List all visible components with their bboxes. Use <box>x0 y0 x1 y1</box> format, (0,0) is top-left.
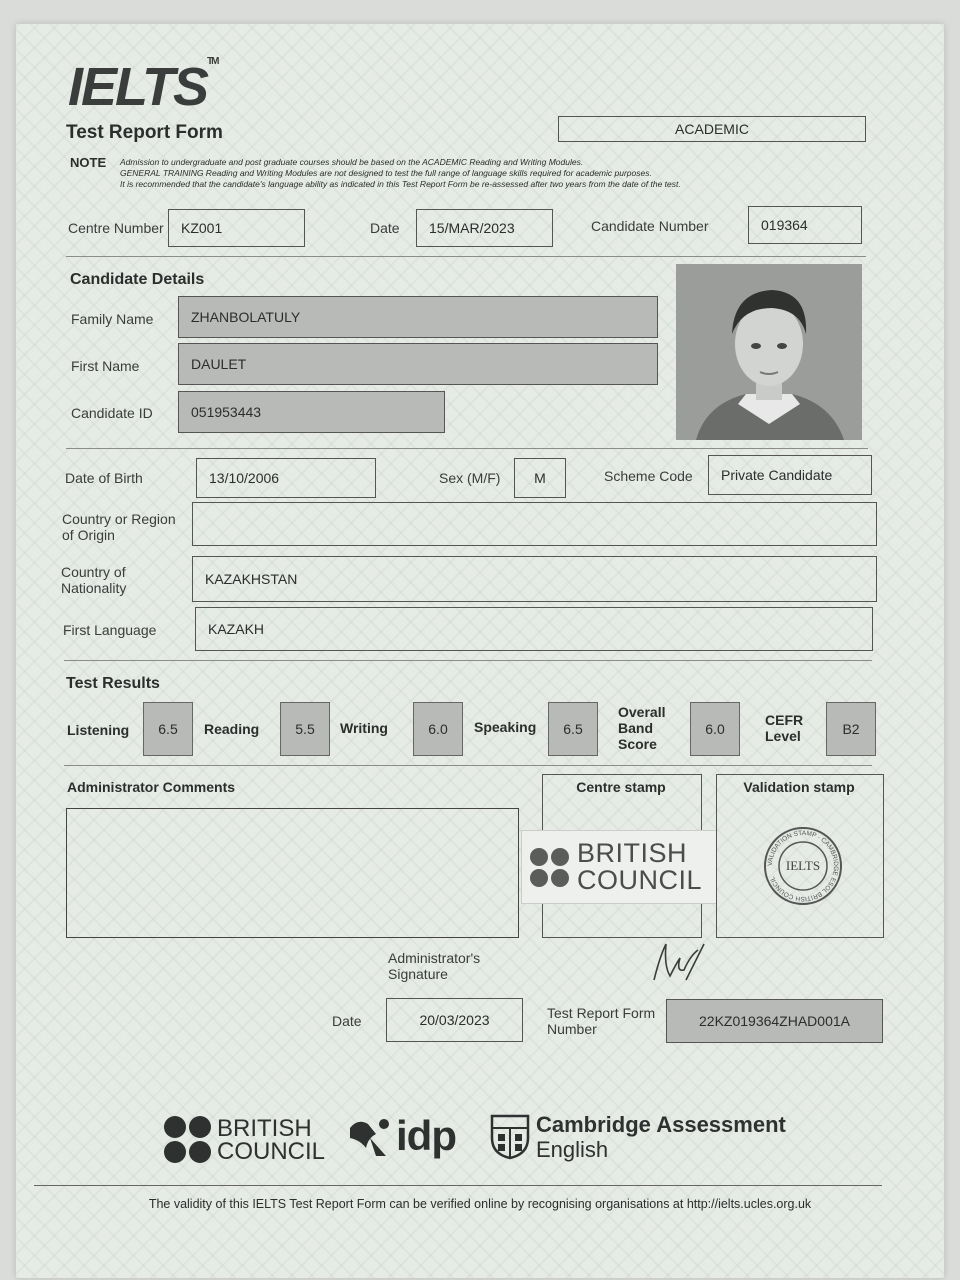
origin-label-line: of Origin <box>62 527 115 543</box>
svg-text:VALIDATION STAMP · CAMBRIDGE E: VALIDATION STAMP · CAMBRIDGE ESOL BRITISH COUNCIL <box>766 829 840 903</box>
cambridge-shield-icon <box>490 1114 530 1160</box>
origin-label <box>62 511 176 543</box>
idp-logo <box>346 1112 456 1160</box>
cambridge-line: Cambridge Assessment <box>536 1112 786 1137</box>
nationality-label-line: Country of <box>61 564 126 580</box>
cefr-label <box>765 712 803 744</box>
centre-number-label: Centre Number <box>68 220 164 236</box>
candidate-details-heading: Candidate Details <box>70 271 205 288</box>
overall-label-line: Overall <box>618 704 666 720</box>
note-label: NOTE <box>70 155 107 170</box>
divider <box>66 256 866 257</box>
test-report-form <box>16 24 944 1278</box>
sex-label: Sex (M/F) <box>439 470 501 486</box>
divider <box>64 765 872 766</box>
writing-score: 6.0 <box>413 702 463 756</box>
admin-date-field: 20/03/2023 <box>386 998 523 1042</box>
admin-comments-label: Administrator Comments <box>67 779 236 795</box>
speaking-label: Speaking <box>474 719 537 735</box>
divider <box>34 1185 882 1186</box>
overall-band-label <box>618 704 665 752</box>
module-box: ACADEMIC <box>558 116 866 142</box>
stamp-bc-line: BRITISH <box>577 838 688 868</box>
origin-label-line: Country or Region <box>62 511 176 527</box>
test-date-field: 15/MAR/2023 <box>416 209 553 247</box>
cefr-level: B2 <box>826 702 876 756</box>
dob-field: 13/10/2006 <box>196 458 376 498</box>
validation-stamp-label: Validation stamp <box>743 779 855 795</box>
signature-mark <box>646 936 716 986</box>
divider <box>66 448 868 449</box>
note-line: GENERAL TRAINING Reading and Writing Modules are not designed to test the full range of language skills required for academic purposes. <box>120 168 652 178</box>
divider <box>64 660 872 661</box>
bc-logo-line: COUNCIL <box>217 1137 326 1165</box>
overall-band-score: 6.0 <box>690 702 740 756</box>
trf-number-field: 22KZ019364ZHAD001A <box>666 999 883 1043</box>
scheme-code-label: Scheme Code <box>604 468 693 484</box>
british-council-dots-icon <box>164 1116 211 1163</box>
candidate-number-label: Candidate Number <box>591 218 709 234</box>
first-name-label: First Name <box>71 358 140 374</box>
nationality-label <box>61 564 126 596</box>
note-text <box>120 157 820 190</box>
cambridge-logo <box>490 1112 786 1162</box>
first-language-field: KAZAKH <box>195 607 873 651</box>
sex-field: M <box>514 458 566 498</box>
candidate-number-field: 019364 <box>748 206 862 244</box>
overall-label-line: Score <box>618 736 657 752</box>
speaking-score: 6.5 <box>548 702 598 756</box>
candidate-id-label: Candidate ID <box>71 405 153 421</box>
validity-text: The validity of this IELTS Test Report Form can be verified online by recognising organisations at http://ielts.ucles.org.uk <box>148 1197 812 1211</box>
listening-label: Listening <box>67 722 130 738</box>
administrator-signature <box>646 936 716 991</box>
nationality-label-line: Nationality <box>61 580 127 596</box>
note-line: Admission to undergraduate and post graduate courses should be based on the ACADEMIC Reading and Writing Modules. <box>120 157 584 167</box>
reading-score: 5.5 <box>280 702 330 756</box>
family-name-label: Family Name <box>71 311 154 327</box>
ielts-logo: IELTS™ <box>68 56 218 117</box>
candidate-photo <box>676 264 862 440</box>
signature-label <box>388 950 480 982</box>
writing-label: Writing <box>340 720 388 736</box>
overall-label-line: Band <box>618 720 653 736</box>
british-council-dots-icon <box>530 848 569 887</box>
listening-score: 6.5 <box>143 702 193 756</box>
cefr-label-line: Level <box>765 728 801 744</box>
note-line: It is recommended that the candidate's language ability as indicated in this Test Report Form be re-assessed after two years from the date of the test. <box>120 179 681 189</box>
centre-number-field: KZ001 <box>168 209 305 247</box>
reading-label: Reading <box>204 721 260 737</box>
admin-comments-box <box>66 808 519 938</box>
svg-text:IELTS: IELTS <box>785 858 821 873</box>
nationality-field: KAZAKHSTAN <box>192 556 877 602</box>
test-results-heading: Test Results <box>66 675 160 692</box>
trf-label-line: Test Report Form <box>547 1005 656 1021</box>
candidate-id-field: 051953443 <box>178 391 445 433</box>
page-title: Test Report Form <box>66 122 223 143</box>
trf-number-label <box>547 1005 655 1037</box>
british-council-stamp <box>521 830 717 904</box>
cambridge-line: English <box>536 1137 609 1162</box>
portrait-image <box>676 264 862 440</box>
trf-label-line: Number <box>547 1021 597 1037</box>
signature-label-line: Administrator's <box>388 950 481 966</box>
date-label: Date <box>370 220 400 236</box>
bc-logo-line: BRITISH <box>217 1114 312 1142</box>
british-council-logo <box>164 1116 325 1163</box>
first-name-field: DAULET <box>178 343 658 385</box>
first-language-label: First Language <box>63 622 157 638</box>
scheme-code-field: Private Candidate <box>708 455 872 495</box>
validation-seal <box>762 825 844 907</box>
centre-stamp-label: Centre stamp <box>576 779 666 795</box>
dob-label: Date of Birth <box>65 470 143 486</box>
idp-icon <box>346 1114 394 1158</box>
stamp-bc-line: COUNCIL <box>577 865 703 895</box>
origin-field <box>192 502 877 546</box>
idp-text: idp <box>396 1112 456 1159</box>
family-name-field: ZHANBOLATULY <box>178 296 658 338</box>
seal-icon <box>762 825 844 907</box>
admin-date-label: Date <box>332 1013 362 1029</box>
cefr-label-line: CEFR <box>765 712 804 728</box>
signature-label-line: Signature <box>388 966 448 982</box>
